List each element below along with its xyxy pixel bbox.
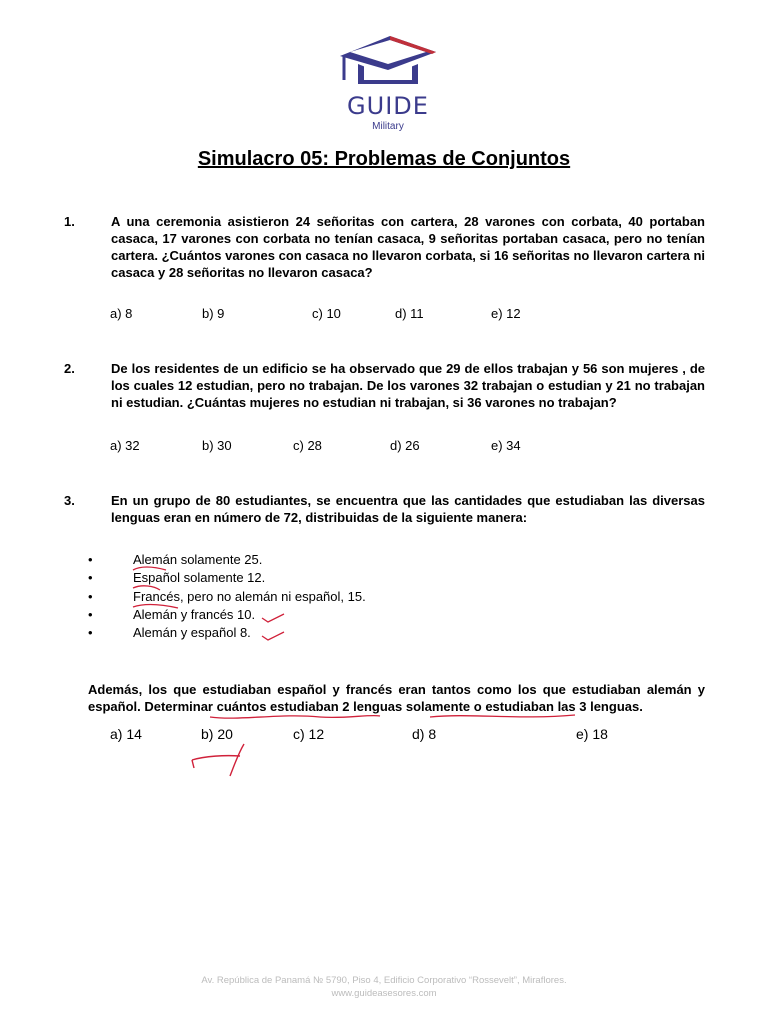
annotation-stroke — [192, 756, 240, 760]
q3-option-e: e) 18 — [576, 726, 608, 742]
q1-option-c: c) 10 — [312, 306, 341, 321]
q1-option-e: e) 12 — [491, 306, 521, 321]
q2-option-a: a) 32 — [110, 438, 140, 453]
list-item: • Alemán y español 8. — [88, 625, 366, 643]
q2-option-c: c) 28 — [293, 438, 322, 453]
annotation-stroke — [230, 744, 244, 776]
q3-option-d: d) 8 — [412, 726, 437, 742]
q2-option-b: b) 30 — [202, 438, 232, 453]
q3-option-c: c) 12 — [293, 726, 325, 742]
list-item: • Francés, pero no alemán ni español, 15. — [88, 589, 366, 607]
brand-subtitle: Military — [372, 121, 404, 132]
annotation-stroke — [133, 586, 160, 590]
q1-option-d: d) 11 — [395, 306, 424, 321]
underline-stroke — [210, 716, 380, 719]
underline-stroke — [430, 715, 575, 717]
annotation-stroke — [192, 760, 194, 768]
page-footer — [0, 974, 768, 1000]
q1-option-b: b) 9 — [202, 306, 225, 321]
annotation-stroke — [133, 567, 166, 570]
q1-option-a: a) 8 — [110, 306, 133, 321]
footer-website: www.guideasesores.com — [331, 988, 437, 999]
question-3-text: En un grupo de 80 estudiantes, se encuentra que las cantidades que estudiaban las diversas lenguas eran en número de 72, distribuidas de la siguiente manera: — [111, 493, 705, 525]
checkmark-icon — [262, 614, 284, 622]
q3-option-b: b) 20 — [201, 726, 233, 742]
question-3-extra-text: Además, los que estudiaban español y francés eran tantos como los que estudiaban alemán y español. Determinar cuántos estudiaban 2 lenguas solamente o estudiaban las 3 lenguas. — [88, 682, 705, 714]
list-item: • Alemán y francés 10. — [88, 607, 366, 625]
q3-option-a: a) 14 — [110, 726, 142, 742]
footer-address: Av. República de Panamá № 5790, Piso 4, Edificio Corporativo “Rossevelt”, Miraflores. — [201, 975, 567, 986]
q2-option-e: e) 34 — [491, 438, 521, 453]
brand-name: GUIDE — [347, 92, 429, 120]
question-1-text: A una ceremonia asistieron 24 señoritas con cartera, 28 varones con corbata, 40 portaban casaca, 17 varones con corbata no tenían casaca, 9 señoritas portaban casaca, pero no tenían cartera. ¿Cuántos varones con casaca no llevaron corbata, si 16 señoritas no llevaron cartera ni casaca y 28 señoritas no llevaron casaca? — [111, 214, 705, 280]
q2-option-d: d) 26 — [390, 438, 420, 453]
page-title: Simulacro 05: Problemas de Conjuntos — [197, 148, 571, 170]
list-item: • Alemán solamente 25. — [88, 552, 366, 570]
question-1-number: 1. — [64, 214, 75, 229]
annotation-stroke — [133, 604, 178, 608]
question-3-number: 3. — [64, 493, 75, 508]
question-2-text: De los residentes de un edificio se ha observado que 29 de ellos trabajan y 56 son mujeres , de los cuales 12 estudian, pero no trabajan. De los varones 32 trabajan o estudian y 21 no trabajan ni estudian. ¿Cuántas mujeres no estudian ni trabajan, si 36 varones no trabajan? — [111, 361, 705, 410]
list-item: • Español solamente 12. — [88, 570, 366, 588]
question-2-number: 2. — [64, 361, 75, 376]
checkmark-icon — [262, 632, 284, 640]
